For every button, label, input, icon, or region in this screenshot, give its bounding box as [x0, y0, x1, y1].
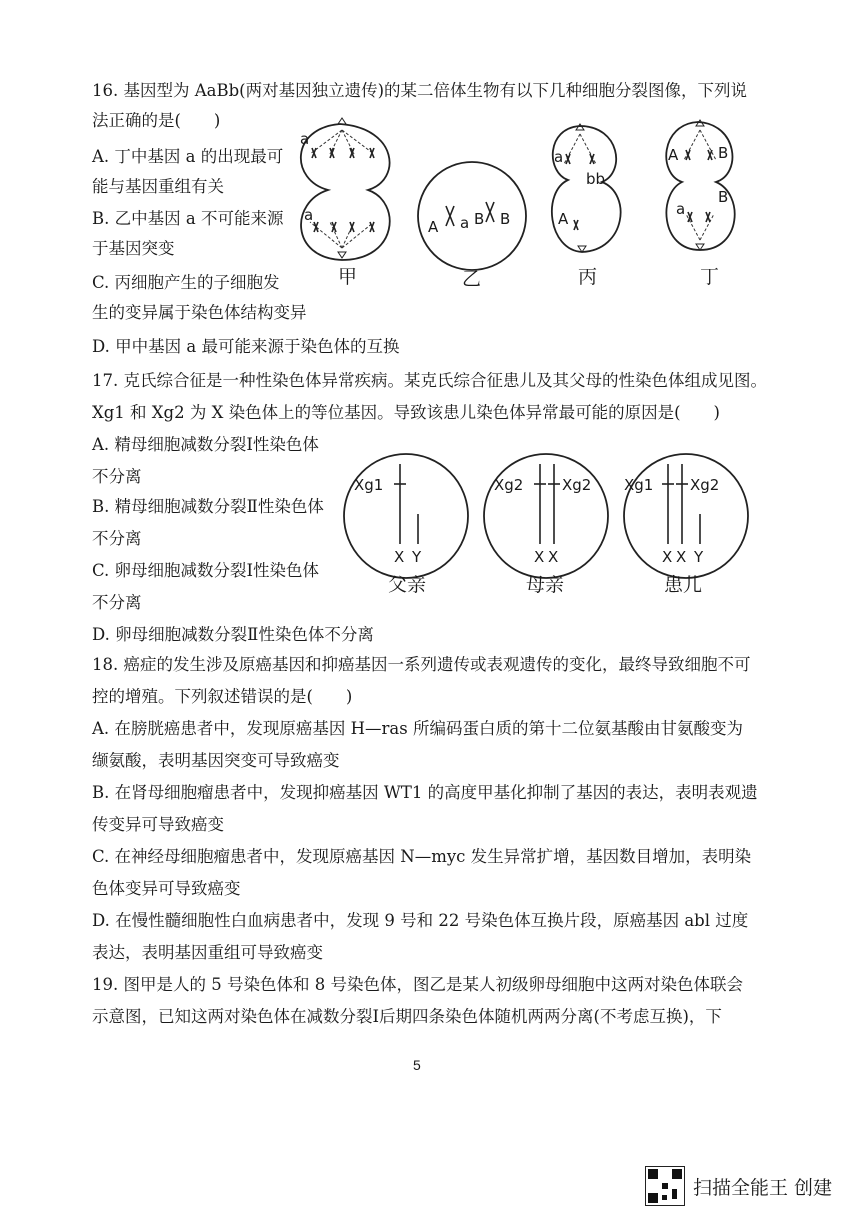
- q16-cell-figures: [290, 110, 760, 294]
- mother-xg2-right: Xg2: [562, 476, 592, 494]
- ding-gene-B-top: B: [718, 144, 729, 162]
- q18-option-b-line1: B. 在肾母细胞瘤患者中，发现抑癌基因 WT1 的高度甲基化抑制了基因的表达，表明表观遗: [92, 783, 758, 802]
- q16-option-b-line1: B. 乙中基因 a 不可能来源: [92, 209, 284, 228]
- q17-stem-line2: Xg1 和 Xg2 为 X 染色体上的等位基因。导致该患儿染色体异常最可能的原因是( ): [92, 403, 720, 422]
- scanner-watermark: [645, 1166, 832, 1206]
- mother-x2: X: [548, 548, 559, 566]
- bing-gene-a: a: [554, 148, 564, 166]
- q17-option-a-line1: A. 精母细胞减数分裂Ⅰ性染色体: [92, 435, 319, 454]
- q16-option-a-line2: 能与基因重组有关: [92, 177, 224, 196]
- q18-option-a-line1: A. 在膀胱癌患者中，发现原癌基因 H—ras 所编码蛋白质的第十二位氨基酸由甘氨酸变为: [92, 719, 743, 738]
- q16-stem-line2: 法正确的是( ): [92, 111, 221, 130]
- cell-label-bing: 丙: [578, 266, 598, 288]
- watermark-text: 扫描全能王 创建: [692, 1176, 832, 1199]
- jia-gene-a-top: a: [300, 130, 310, 148]
- cell-label-jia: 甲: [338, 266, 358, 288]
- q18-stem-line2: 控的增殖。下列叙述错误的是( ): [92, 687, 353, 706]
- cell-label-yi: 乙: [462, 268, 482, 290]
- child-x1: X: [662, 548, 673, 566]
- child-x2: X: [676, 548, 687, 566]
- label-father: 父亲: [388, 574, 427, 596]
- cell-label-ding: 丁: [700, 266, 720, 288]
- mother-cell: [484, 454, 608, 578]
- father-y: Y: [412, 548, 422, 566]
- cell-ding-outline: [666, 122, 734, 250]
- q17-karyotype-figures: [340, 452, 780, 586]
- q18-option-c-line1: C. 在神经母细胞瘤患者中，发现原癌基因 N—myc 发生异常扩增，基因数目增加，表明染: [92, 847, 752, 866]
- page-number: 5: [413, 1057, 421, 1073]
- yi-gene-B-right: B: [500, 210, 511, 228]
- label-child: 患儿: [664, 574, 703, 596]
- q18-option-c-line2: 色体变异可导致癌变: [92, 879, 241, 898]
- q18-option-b-line2: 传变异可导致癌变: [92, 815, 224, 834]
- q16-option-c-line2: 生的变异属于染色体结构变异: [92, 303, 307, 322]
- q17-option-d: D. 卵母细胞减数分裂Ⅱ性染色体不分离: [92, 625, 374, 644]
- child-xg1: Xg1: [624, 476, 654, 494]
- q16-option-d: D. 甲中基因 a 最可能来源于染色体的互换: [92, 337, 400, 356]
- cell-jia-outline: [301, 124, 390, 260]
- q18-option-d-line2: 表达，表明基因重组可导致癌变: [92, 943, 323, 962]
- q16-option-a-line1: A. 丁中基因 a 的出现最可: [92, 147, 284, 166]
- ding-gene-A: A: [668, 146, 679, 164]
- q17-option-a-line2: 不分离: [92, 467, 142, 486]
- q16-stem-line1: 16. 基因型为 AaBb(两对基因独立遗传)的某二倍体生物有以下几种细胞分裂图像，下列说: [92, 81, 748, 100]
- q16-option-c-line1: C. 丙细胞产生的子细胞发: [92, 273, 280, 292]
- qr-code-icon: [645, 1166, 685, 1206]
- child-y: Y: [694, 548, 704, 566]
- q17-stem-line1: 17. 克氏综合征是一种性染色体异常疾病。某克氏综合征患儿及其父母的性染色体组成见图。: [92, 371, 767, 390]
- q18-option-d-line1: D. 在慢性髓细胞性白血病患者中，发现 9 号和 22 号染色体互换片段，原癌基因 abl 过度: [92, 911, 749, 930]
- q19-stem-line1: 19. 图甲是人的 5 号染色体和 8 号染色体，图乙是某人初级卵母细胞中这两对染色体联会: [92, 975, 743, 994]
- child-xg2: Xg2: [690, 476, 720, 494]
- q17-option-c-line2: 不分离: [92, 593, 142, 612]
- father-xg1: Xg1: [354, 476, 384, 494]
- yi-gene-a: a: [460, 214, 470, 232]
- bing-gene-A: A: [558, 210, 569, 228]
- mother-x1: X: [534, 548, 545, 566]
- father-cell: [344, 454, 468, 578]
- q17-option-c-line1: C. 卵母细胞减数分裂Ⅰ性染色体: [92, 561, 320, 580]
- bing-gene-bb: bb: [586, 170, 606, 188]
- ding-gene-B-bottom: B: [718, 188, 729, 206]
- q19-stem-line2: 示意图，已知这两对染色体在减数分裂Ⅰ后期四条染色体随机两两分离(不考虑互换)，下: [92, 1007, 722, 1026]
- q16-option-b-line2: 于基因突变: [92, 239, 175, 258]
- father-x: X: [394, 548, 405, 566]
- yi-gene-A: A: [428, 218, 439, 236]
- q17-option-b-line2: 不分离: [92, 529, 142, 548]
- q17-option-b-line1: B. 精母细胞减数分裂Ⅱ性染色体: [92, 497, 324, 516]
- label-mother: 母亲: [526, 574, 565, 596]
- yi-gene-B-left: B: [474, 210, 485, 228]
- q18-stem-line1: 18. 癌症的发生涉及原癌基因和抑癌基因一系列遗传或表观遗传的变化，最终导致细胞不可: [92, 655, 751, 674]
- ding-gene-a: a: [676, 200, 686, 218]
- mother-xg2-left: Xg2: [494, 476, 524, 494]
- jia-gene-a-bottom: a: [304, 206, 314, 224]
- q18-option-a-line2: 缬氨酸，表明基因突变可导致癌变: [92, 751, 340, 770]
